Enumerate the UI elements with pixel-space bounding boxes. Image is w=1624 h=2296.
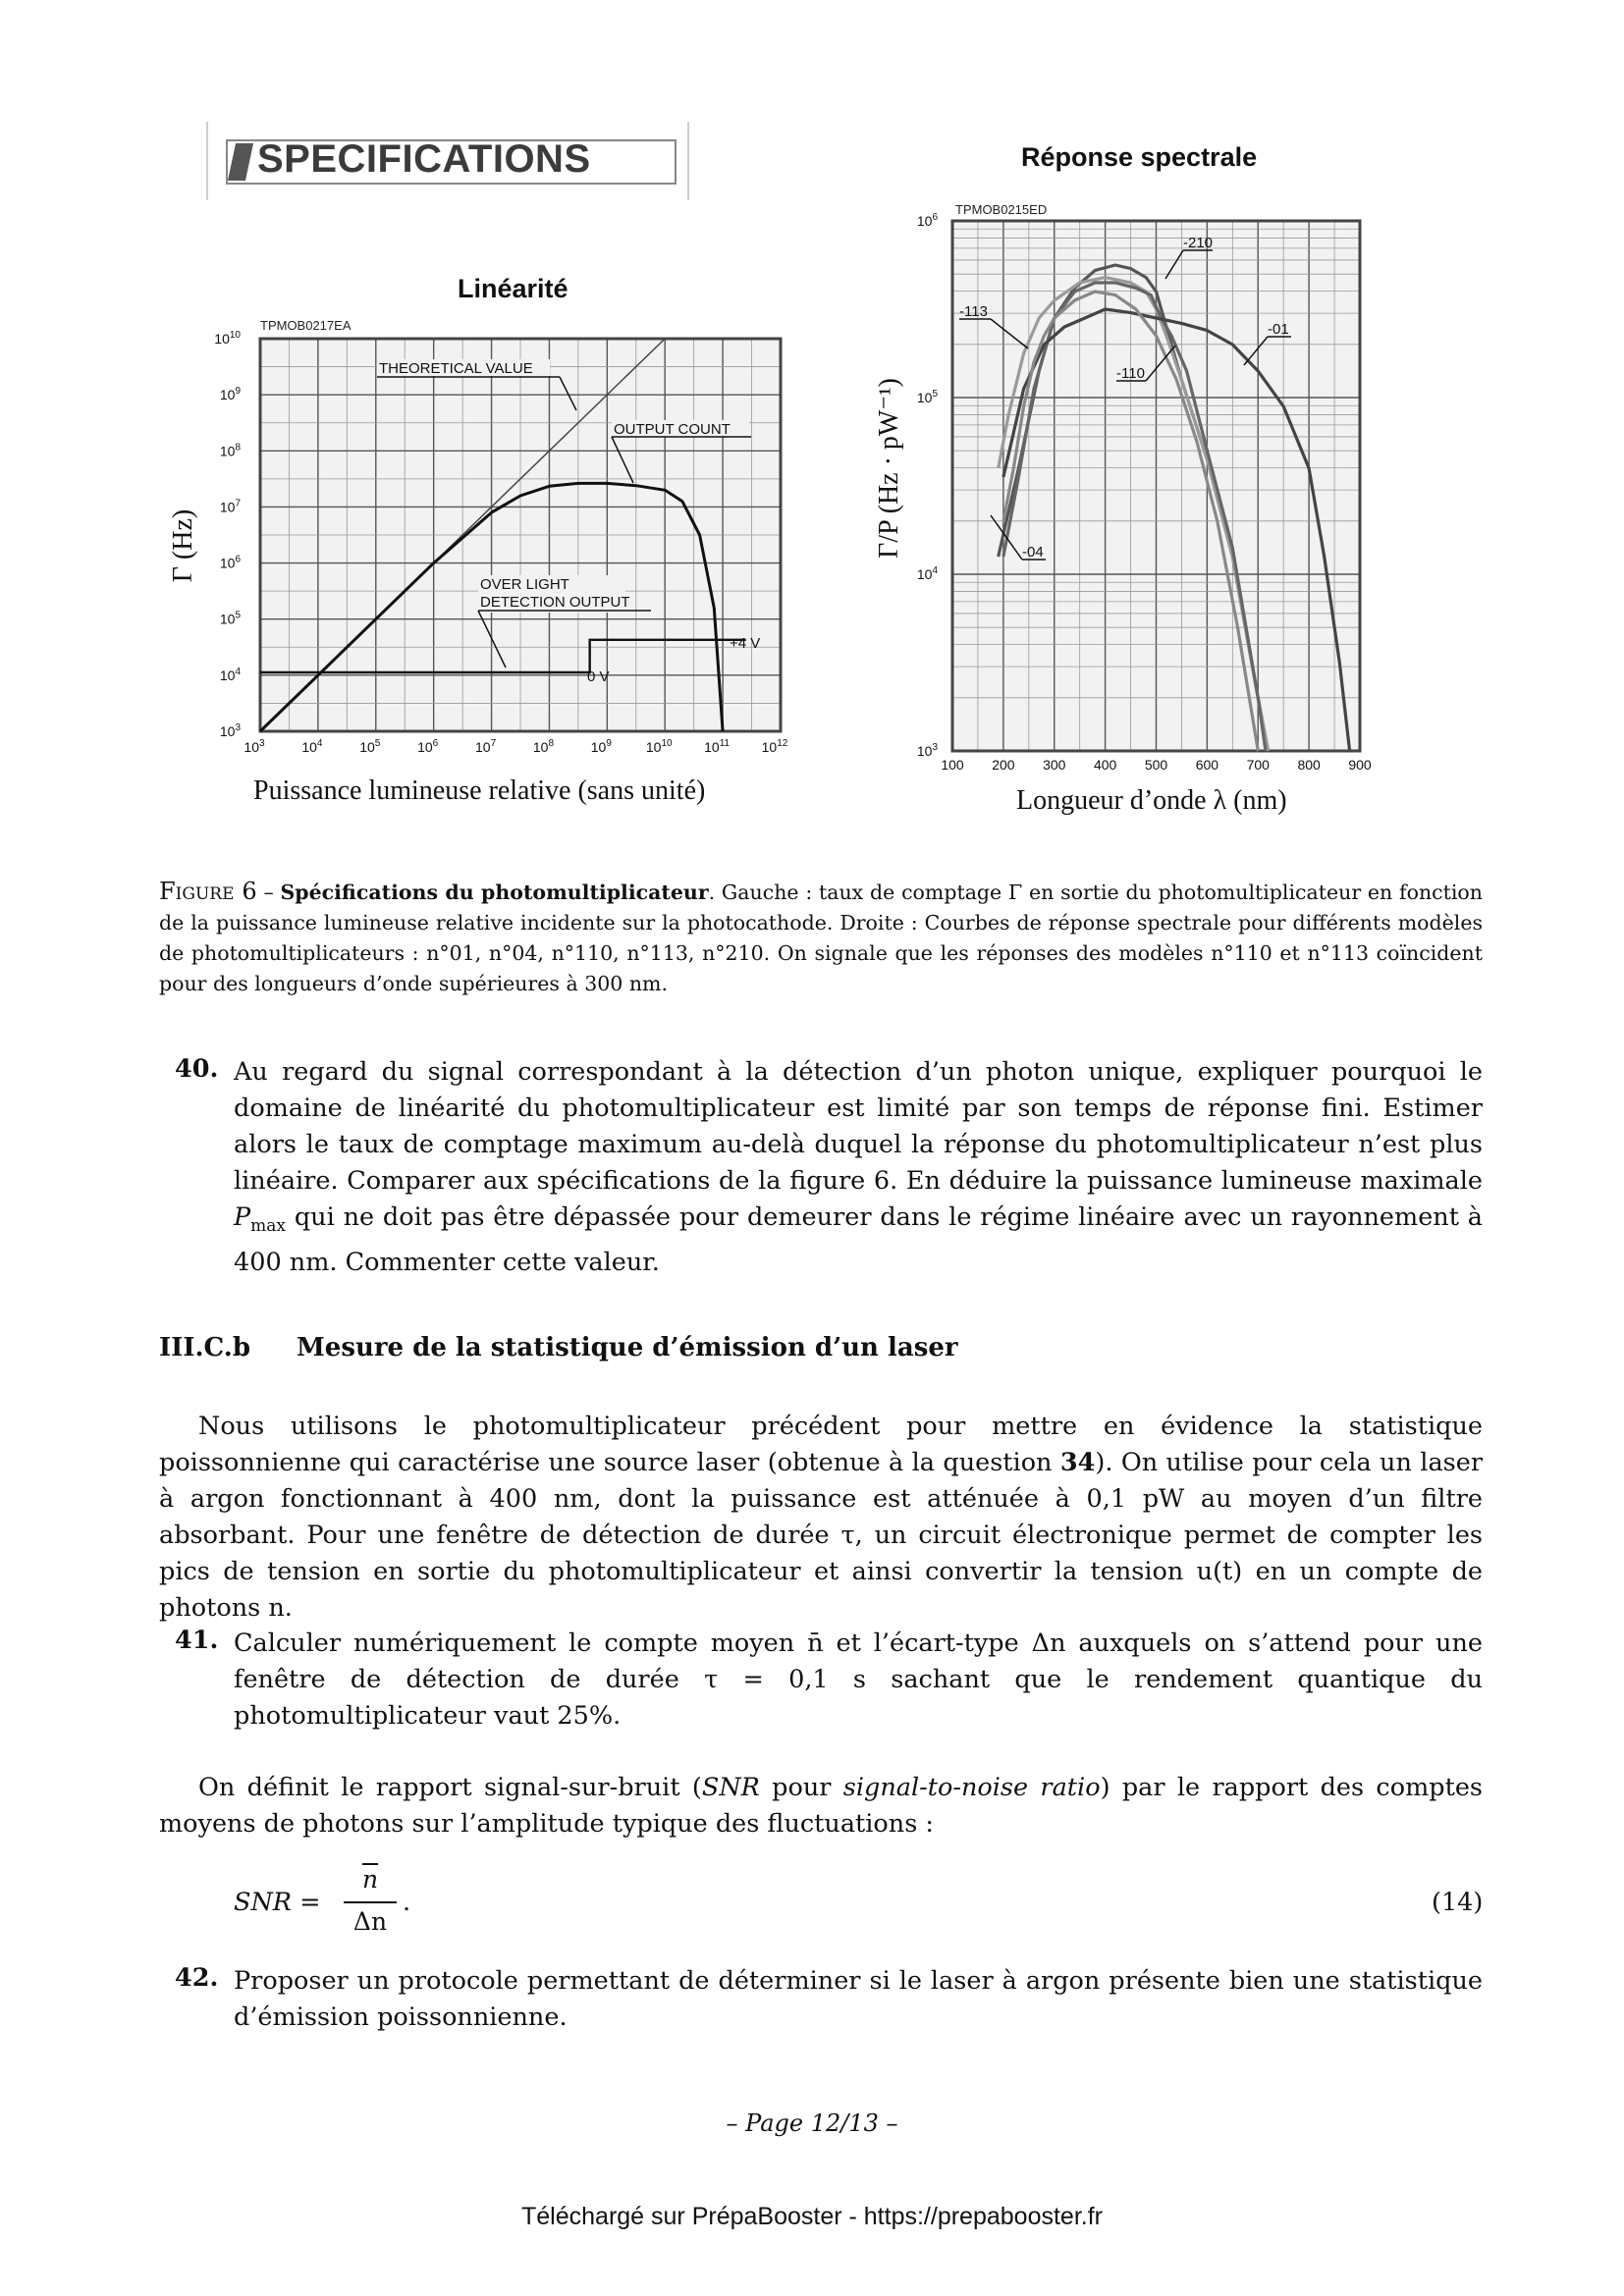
left-chart-title: Linéarité bbox=[458, 274, 568, 303]
x-tick-label: $10^{10}$ bbox=[645, 738, 673, 755]
x-tick-label: $10^9$ bbox=[590, 738, 612, 755]
y-ticks bbox=[214, 330, 241, 739]
para1-bold: 34 bbox=[1059, 1448, 1096, 1477]
series-label-110: -110 bbox=[1116, 365, 1145, 382]
equation-numerator: $\overline{n}$ bbox=[361, 1865, 379, 1894]
x-ticks bbox=[244, 738, 787, 755]
x-tick-label: $10^3$ bbox=[244, 738, 265, 755]
y-tick-label: $10^4$ bbox=[219, 666, 241, 683]
download-notice: Téléchargé sur PrépaBooster - https://prepabooster.fr bbox=[521, 2203, 1103, 2230]
chart-code: TPMOB0217EA bbox=[260, 318, 352, 333]
x-tick-label: $10^4$ bbox=[301, 738, 323, 755]
q40-pmax: P bbox=[234, 1202, 251, 1232]
banner-frame-left bbox=[206, 122, 208, 200]
equation-denominator: Δn bbox=[352, 1907, 388, 1936]
x-tick-label: $10^6$ bbox=[417, 738, 439, 755]
y-tick-label: $10^8$ bbox=[219, 442, 241, 459]
figure-caption bbox=[159, 877, 1483, 999]
y-ticks bbox=[917, 212, 939, 759]
question-41-number: 41. bbox=[175, 1626, 219, 1655]
q40-text-a: Au regard du signal correspondant à la détection d’un photon unique, expliquer pourquoi le domaine de linéarité du photomultiplicateur est limité par son temps de réponse fini. Estimer alors le taux de comptage maximum au-delà duquel la réponse du photomultiplicateur n’est plus linéaire. Comparer aux spécifications de la figure 6. En déduire la puissance lumineuse maximale bbox=[234, 1057, 1483, 1196]
y-tick-label: $10^6$ bbox=[219, 554, 241, 571]
caption-text: . Gauche : taux de comptage Γ en sortie du photomultiplicateur en fonction de la puissance lumineuse relative incidente sur la photocathode. Droite : Courbes de réponse spectrale pour différents modèles de photomultiplicateurs : n°01, n°04, n°110, n°113, n°210. On signale que les réponses des modèles n°110 et n°113 coïncident pour des longueurs d’onde supérieures à 300 nm. bbox=[159, 881, 1483, 995]
x-ticks bbox=[941, 757, 1372, 773]
x-tick-label: 200 bbox=[992, 757, 1015, 773]
para2-a: On définit le rapport signal-sur-bruit ( bbox=[198, 1773, 702, 1802]
annotation-theoretical: THEORETICAL VALUE bbox=[379, 360, 533, 377]
x-tick-label: 300 bbox=[1043, 757, 1066, 773]
series-label-210: -210 bbox=[1183, 235, 1214, 251]
linearity-chart bbox=[211, 314, 800, 766]
x-tick-label: $10^{11}$ bbox=[704, 738, 731, 755]
specifications-banner bbox=[206, 122, 695, 200]
right-chart-title: Réponse spectrale bbox=[1021, 142, 1258, 172]
y-tick-label: $10^9$ bbox=[219, 386, 241, 403]
para1-a: Nous utilisons le photomultiplicateur précédent pour mettre en évidence la statistique poissonnienne qui caractérise une source laser (obtenue à la question bbox=[159, 1412, 1483, 1477]
question-40-text bbox=[234, 1054, 1483, 1281]
para2-c: ) par le rapport des comptes moyens de photons sur l’amplitude typique des fluctuations : bbox=[159, 1773, 1483, 1839]
question-42-text: Proposer un protocole permettant de déterminer si le laser à argon présente bien une statistique d’émission poissonnienne. bbox=[234, 1966, 1483, 2032]
question-40-number: 40. bbox=[175, 1054, 219, 1084]
para2-b: pour bbox=[759, 1773, 843, 1802]
spectral-response-chart bbox=[908, 196, 1394, 780]
equation-dot: . bbox=[403, 1888, 411, 1917]
x-tick-label: $10^{12}$ bbox=[761, 738, 788, 755]
annotation-over-light: OVER LIGHT bbox=[480, 576, 569, 593]
equation-lhs: SNR = bbox=[234, 1888, 321, 1917]
paragraph-snr bbox=[159, 1770, 1483, 1842]
y-tick-label: $10^7$ bbox=[219, 498, 241, 515]
left-chart-ylabel: Γ (Hz) bbox=[168, 508, 198, 583]
x-tick-label: 800 bbox=[1297, 757, 1321, 773]
series-label-01: -01 bbox=[1268, 321, 1289, 338]
annotation-plus4v: +4 V bbox=[730, 635, 761, 652]
left-chart-xlabel: Puissance lumineuse relative (sans unité) bbox=[253, 775, 706, 806]
annotation-output-count: OUTPUT COUNT bbox=[614, 421, 731, 438]
section-title: Mesure de la statistique d’émission d’un laser bbox=[297, 1333, 958, 1362]
q40-text-b: qui ne doit pas être dépassée pour demeurer dans le régime linéaire avec un rayonnement à 400 nm. Commenter cette valeur. bbox=[234, 1202, 1483, 1278]
right-chart-xlabel: Longueur d’onde λ (nm) bbox=[1016, 785, 1287, 816]
chart-code: TPMOB0215ED bbox=[955, 202, 1048, 217]
x-tick-label: $10^7$ bbox=[474, 738, 497, 755]
y-tick-label: $10^3$ bbox=[219, 722, 241, 739]
y-tick-label: $10^4$ bbox=[916, 565, 938, 582]
x-tick-label: 100 bbox=[941, 757, 964, 773]
question-41-text: Calculer numériquement le compte moyen n̄ et l’écart-type Δn auxquels on s’attend pour une fenêtre de détection de durée τ = 0,1 s sachant que le rendement quantique du photomultiplicateur vaut 25%. bbox=[234, 1629, 1483, 1731]
y-tick-label: $10^5$ bbox=[219, 610, 241, 627]
x-tick-label: $10^8$ bbox=[532, 738, 555, 755]
y-tick-label: $10^{10}$ bbox=[214, 330, 241, 347]
x-tick-label: 400 bbox=[1093, 757, 1117, 773]
series-label-113: -113 bbox=[959, 303, 988, 320]
x-tick-label: 600 bbox=[1195, 757, 1219, 773]
question-42-number: 42. bbox=[175, 1963, 219, 1993]
banner-frame-right bbox=[687, 122, 689, 200]
para2-italic: signal-to-noise ratio bbox=[842, 1773, 1101, 1802]
x-tick-label: 700 bbox=[1246, 757, 1270, 773]
page-number: – Page 12/13 – bbox=[726, 2109, 898, 2137]
paragraph-laser bbox=[159, 1409, 1483, 1627]
para1-b: ). On utilise pour cela un laser à argon fonctionnant à 400 nm, dont la puissance est atténuée à 0,1 pW au moyen d’un filtre absorbant. Pour une fenêtre de détection de durée τ, un circuit électronique permet de compter les pics de tension en sortie du photomultiplicateur et ainsi convertir la tension u(t) en un compte de photons n. bbox=[159, 1448, 1484, 1623]
y-tick-label: $10^5$ bbox=[916, 389, 938, 405]
x-tick-label: 900 bbox=[1348, 757, 1372, 773]
annotation-detection-output: DETECTION OUTPUT bbox=[480, 594, 630, 611]
y-tick-label: $10^6$ bbox=[916, 212, 938, 229]
caption-bold: Spécifications du photomultiplicateur bbox=[280, 881, 709, 904]
x-tick-label: $10^5$ bbox=[359, 738, 381, 755]
para2-snr: SNR bbox=[701, 1773, 760, 1802]
y-tick-label: $10^3$ bbox=[916, 742, 938, 759]
caption-figure-label: Figure 6 bbox=[159, 878, 257, 905]
right-chart-ylabel: Γ/P (Hz · pW⁻¹) bbox=[874, 378, 904, 559]
series-label-04: -04 bbox=[1022, 544, 1044, 561]
x-tick-label: 500 bbox=[1144, 757, 1168, 773]
equation-number: (14) bbox=[1432, 1888, 1484, 1917]
annotation-zerov: 0 V bbox=[587, 668, 610, 685]
q40-pmax-sub: max bbox=[250, 1216, 287, 1237]
caption-dash: – bbox=[256, 881, 281, 904]
banner-label: SPECIFICATIONS bbox=[257, 137, 591, 181]
section-number: III.C.b bbox=[159, 1333, 251, 1362]
fraction-bar bbox=[344, 1901, 397, 1903]
